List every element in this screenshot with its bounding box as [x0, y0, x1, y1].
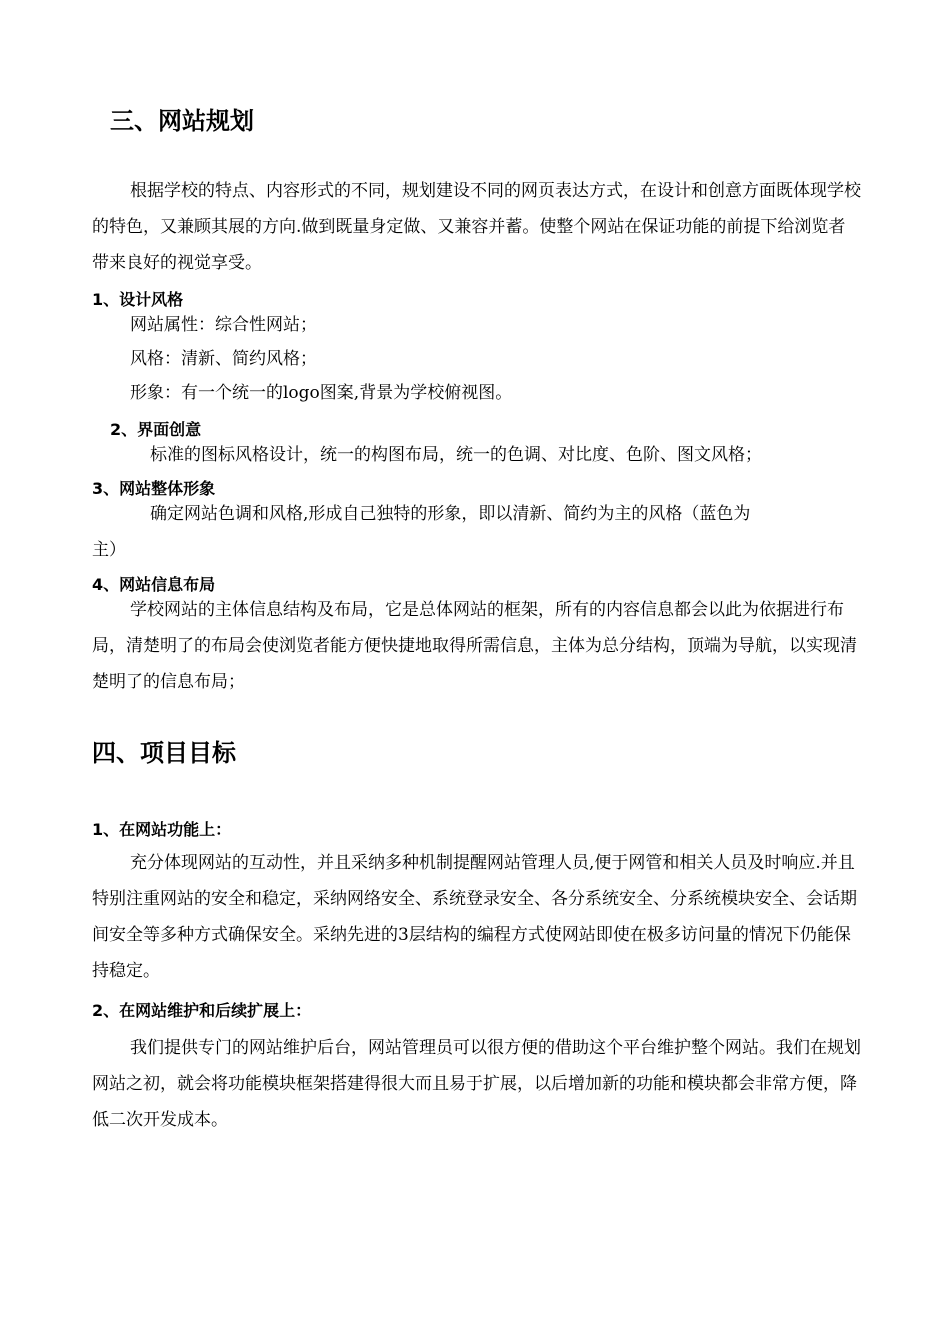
section-3-intro: 根据学校的特点、内容形式的不同，规划建设不同的网页表达方式，在设计和创意方面既体现学校的特色，又兼顾其展的方向.做到既量身定做、又兼容并蓄。使整个网站在保证功能的前提下给浏览者带来良好的视觉享受。	[92, 181, 861, 273]
image-text-line-1: 确定网站色调和风格,形成自己独特的形象，即以清新、简约为主的风格（蓝色为	[150, 504, 751, 524]
section-3-title: 三、网站规划	[110, 107, 254, 135]
image-heading: 3、网站整体形象	[92, 479, 216, 498]
maintenance-heading: 2、在网站维护和后续扩展上：	[92, 1001, 312, 1020]
design-style-line-1: 网站属性：综合性网站；	[130, 315, 317, 335]
layout-heading: 4、网站信息布局	[92, 575, 216, 594]
interface-text: 标准的图标风格设计，统一的构图布局，统一的色调、对比度、色阶、图文风格；	[150, 445, 762, 465]
layout-text: 学校网站的主体信息结构及布局，它是总体网站的框架，所有的内容信息都会以此为依据进行布局，清楚明了的布局会使浏览者能方便快捷地取得所需信息，主体为总分结构，顶端为导航，以实现清楚明了的信息布局；	[92, 600, 857, 692]
design-style-line-2: 风格：清新、简约风格；	[130, 349, 317, 369]
maintenance-text: 我们提供专门的网站维护后台，网站管理员可以很方便的借助这个平台维护整个网站。我们在规划网站之初，就会将功能模块框架搭建得很大而且易于扩展，以后增加新的功能和模块都会非常方便，降低二次开发成本。	[92, 1038, 861, 1130]
function-heading: 1、在网站功能上：	[92, 820, 232, 839]
design-style-line-3: 形象：有一个统一的logo图案,背景为学校俯视图。	[130, 383, 513, 403]
section-4-title: 四、项目目标	[92, 739, 236, 767]
image-text-line-2: 主）	[92, 540, 126, 560]
design-style-heading: 1、设计风格	[92, 290, 184, 309]
interface-heading: 2、界面创意	[110, 420, 202, 439]
function-text: 充分体现网站的互动性，并且采纳多种机制提醒网站管理人员,便于网管和相关人员及时响应.并且特别注重网站的安全和稳定，采纳网络安全、系统登录安全、各分系统安全、分系统模块安全、会话期间安全等多种方式确保安全。采纳先进的3层结构的编程方式使网站即使在极多访问量的情况下仍能保持稳定。	[92, 853, 857, 981]
